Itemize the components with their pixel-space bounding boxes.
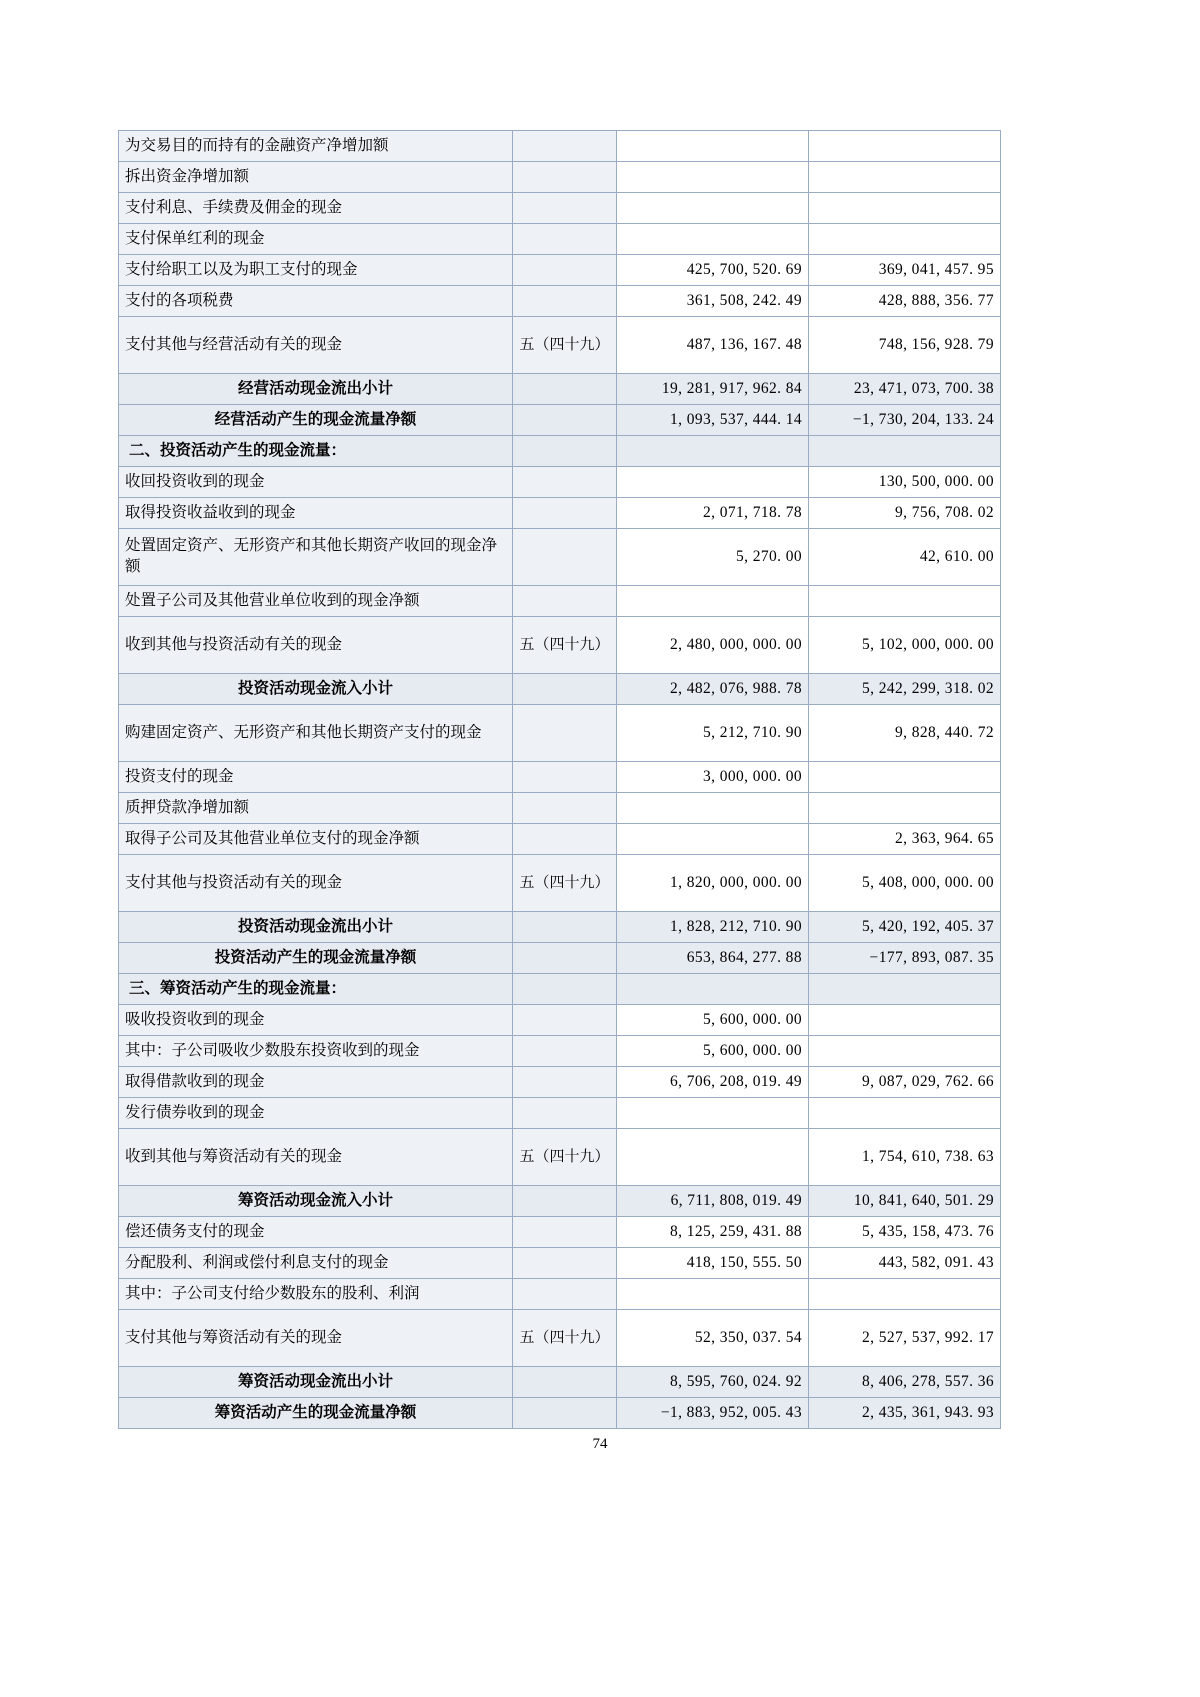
row-previous-period-amount: 2, 435, 361, 943. 93 — [809, 1398, 1001, 1429]
row-current-period-amount — [617, 436, 809, 467]
row-note-reference — [513, 1398, 617, 1429]
table-row — [119, 1129, 1001, 1186]
page-number: 74 — [592, 1436, 608, 1452]
table-row — [119, 529, 1001, 586]
row-current-period-amount — [617, 467, 809, 498]
row-previous-period-amount: 2, 527, 537, 992. 17 — [809, 1310, 1001, 1367]
row-note-reference — [513, 586, 617, 617]
row-current-period-amount: 5, 270. 00 — [617, 529, 809, 586]
row-note-reference: 五（四十九） — [513, 617, 617, 674]
row-current-period-amount: 2, 071, 718. 78 — [617, 498, 809, 529]
row-label: 其中：子公司支付给少数股东的股利、利润 — [119, 1279, 513, 1310]
row-previous-period-amount: 9, 087, 029, 762. 66 — [809, 1067, 1001, 1098]
row-previous-period-amount: 5, 102, 000, 000. 00 — [809, 617, 1001, 674]
table-row — [119, 974, 1001, 1005]
row-current-period-amount: 5, 600, 000. 00 — [617, 1036, 809, 1067]
table-row — [119, 1367, 1001, 1398]
table-row — [119, 436, 1001, 467]
row-label: 取得借款收到的现金 — [119, 1067, 513, 1098]
row-previous-period-amount — [809, 793, 1001, 824]
row-note-reference — [513, 1186, 617, 1217]
row-label: 投资活动产生的现金流量净额 — [119, 943, 513, 974]
table-row — [119, 1217, 1001, 1248]
row-note-reference — [513, 529, 617, 586]
row-previous-period-amount: −177, 893, 087. 35 — [809, 943, 1001, 974]
table-row — [119, 224, 1001, 255]
row-previous-period-amount: 23, 471, 073, 700. 38 — [809, 374, 1001, 405]
row-current-period-amount — [617, 1279, 809, 1310]
row-note-reference — [513, 131, 617, 162]
row-note-reference — [513, 286, 617, 317]
row-note-reference — [513, 255, 617, 286]
row-label: 二、投资活动产生的现金流量： — [119, 436, 513, 467]
row-label: 支付其他与投资活动有关的现金 — [119, 855, 513, 912]
row-note-reference — [513, 374, 617, 405]
row-previous-period-amount: 5, 435, 158, 473. 76 — [809, 1217, 1001, 1248]
row-previous-period-amount: 748, 156, 928. 79 — [809, 317, 1001, 374]
row-current-period-amount — [617, 1098, 809, 1129]
row-previous-period-amount: 369, 041, 457. 95 — [809, 255, 1001, 286]
row-current-period-amount — [617, 824, 809, 855]
table-row — [119, 286, 1001, 317]
row-previous-period-amount — [809, 224, 1001, 255]
row-previous-period-amount — [809, 436, 1001, 467]
table-row — [119, 1036, 1001, 1067]
row-current-period-amount: 1, 820, 000, 000. 00 — [617, 855, 809, 912]
table-row — [119, 1398, 1001, 1429]
row-note-reference — [513, 1279, 617, 1310]
row-label: 投资活动现金流出小计 — [119, 912, 513, 943]
row-label: 取得投资收益收到的现金 — [119, 498, 513, 529]
row-previous-period-amount — [809, 1098, 1001, 1129]
row-current-period-amount: 52, 350, 037. 54 — [617, 1310, 809, 1367]
row-current-period-amount: 3, 000, 000. 00 — [617, 762, 809, 793]
table-row — [119, 131, 1001, 162]
table-row — [119, 498, 1001, 529]
table-row — [119, 824, 1001, 855]
row-current-period-amount: 2, 480, 000, 000. 00 — [617, 617, 809, 674]
row-label: 支付给职工以及为职工支付的现金 — [119, 255, 513, 286]
table-row — [119, 1098, 1001, 1129]
row-current-period-amount: 6, 706, 208, 019. 49 — [617, 1067, 809, 1098]
row-previous-period-amount: 1, 754, 610, 738. 63 — [809, 1129, 1001, 1186]
row-label: 经营活动现金流出小计 — [119, 374, 513, 405]
table-row — [119, 162, 1001, 193]
row-current-period-amount — [617, 1129, 809, 1186]
row-label: 收到其他与筹资活动有关的现金 — [119, 1129, 513, 1186]
row-previous-period-amount — [809, 762, 1001, 793]
row-label: 为交易目的而持有的金融资产净增加额 — [119, 131, 513, 162]
row-note-reference — [513, 974, 617, 1005]
row-note-reference — [513, 943, 617, 974]
row-previous-period-amount: 9, 756, 708. 02 — [809, 498, 1001, 529]
table-row — [119, 467, 1001, 498]
row-previous-period-amount — [809, 1005, 1001, 1036]
row-label: 处置子公司及其他营业单位收到的现金净额 — [119, 586, 513, 617]
row-previous-period-amount: −1, 730, 204, 133. 24 — [809, 405, 1001, 436]
row-note-reference — [513, 498, 617, 529]
row-label: 经营活动产生的现金流量净额 — [119, 405, 513, 436]
row-previous-period-amount — [809, 974, 1001, 1005]
row-note-reference — [513, 193, 617, 224]
row-note-reference — [513, 824, 617, 855]
row-current-period-amount: 361, 508, 242. 49 — [617, 286, 809, 317]
row-previous-period-amount: 2, 363, 964. 65 — [809, 824, 1001, 855]
row-note-reference — [513, 1005, 617, 1036]
row-previous-period-amount: 130, 500, 000. 00 — [809, 467, 1001, 498]
row-previous-period-amount: 5, 420, 192, 405. 37 — [809, 912, 1001, 943]
row-current-period-amount: 5, 600, 000. 00 — [617, 1005, 809, 1036]
row-previous-period-amount — [809, 1279, 1001, 1310]
row-label: 支付其他与经营活动有关的现金 — [119, 317, 513, 374]
row-label: 筹资活动现金流出小计 — [119, 1367, 513, 1398]
table-row — [119, 317, 1001, 374]
table-row — [119, 1067, 1001, 1098]
row-current-period-amount: 487, 136, 167. 48 — [617, 317, 809, 374]
table-row — [119, 762, 1001, 793]
row-previous-period-amount — [809, 193, 1001, 224]
row-note-reference: 五（四十九） — [513, 855, 617, 912]
row-label: 筹资活动产生的现金流量净额 — [119, 1398, 513, 1429]
table-row — [119, 1005, 1001, 1036]
cash-flow-statement-table — [118, 130, 1001, 1429]
row-label: 筹资活动现金流入小计 — [119, 1186, 513, 1217]
row-previous-period-amount: 10, 841, 640, 501. 29 — [809, 1186, 1001, 1217]
table-row — [119, 1186, 1001, 1217]
row-label: 处置固定资产、无形资产和其他长期资产收回的现金净额 — [119, 529, 513, 586]
row-current-period-amount: 2, 482, 076, 988. 78 — [617, 674, 809, 705]
row-current-period-amount — [617, 162, 809, 193]
row-previous-period-amount: 9, 828, 440. 72 — [809, 705, 1001, 762]
row-note-reference — [513, 912, 617, 943]
row-previous-period-amount: 443, 582, 091. 43 — [809, 1248, 1001, 1279]
table-row — [119, 705, 1001, 762]
row-previous-period-amount: 5, 242, 299, 318. 02 — [809, 674, 1001, 705]
row-note-reference — [513, 1098, 617, 1129]
row-previous-period-amount: 42, 610. 00 — [809, 529, 1001, 586]
row-label: 支付保单红利的现金 — [119, 224, 513, 255]
table-row — [119, 193, 1001, 224]
table-row — [119, 405, 1001, 436]
row-current-period-amount: 8, 595, 760, 024. 92 — [617, 1367, 809, 1398]
row-previous-period-amount: 8, 406, 278, 557. 36 — [809, 1367, 1001, 1398]
row-note-reference — [513, 705, 617, 762]
row-label: 偿还债务支付的现金 — [119, 1217, 513, 1248]
row-note-reference — [513, 1067, 617, 1098]
row-current-period-amount: −1, 883, 952, 005. 43 — [617, 1398, 809, 1429]
row-current-period-amount: 5, 212, 710. 90 — [617, 705, 809, 762]
row-label: 三、筹资活动产生的现金流量： — [119, 974, 513, 1005]
row-current-period-amount — [617, 793, 809, 824]
row-note-reference — [513, 436, 617, 467]
row-previous-period-amount — [809, 1036, 1001, 1067]
table-row — [119, 674, 1001, 705]
table-row — [119, 1279, 1001, 1310]
row-current-period-amount — [617, 224, 809, 255]
row-label: 取得子公司及其他营业单位支付的现金净额 — [119, 824, 513, 855]
table-row — [119, 793, 1001, 824]
row-current-period-amount — [617, 586, 809, 617]
row-note-reference: 五（四十九） — [513, 317, 617, 374]
table-row — [119, 586, 1001, 617]
row-label: 收到其他与投资活动有关的现金 — [119, 617, 513, 674]
row-note-reference: 五（四十九） — [513, 1129, 617, 1186]
table-row — [119, 855, 1001, 912]
table-row — [119, 374, 1001, 405]
row-note-reference — [513, 405, 617, 436]
row-note-reference — [513, 162, 617, 193]
row-note-reference: 五（四十九） — [513, 1310, 617, 1367]
row-note-reference — [513, 224, 617, 255]
table-row — [119, 617, 1001, 674]
row-label: 质押贷款净增加额 — [119, 793, 513, 824]
row-label: 分配股利、利润或偿付利息支付的现金 — [119, 1248, 513, 1279]
row-label: 其中：子公司吸收少数股东投资收到的现金 — [119, 1036, 513, 1067]
row-label: 吸收投资收到的现金 — [119, 1005, 513, 1036]
row-current-period-amount: 19, 281, 917, 962. 84 — [617, 374, 809, 405]
table-row — [119, 1248, 1001, 1279]
row-current-period-amount — [617, 193, 809, 224]
row-current-period-amount: 1, 828, 212, 710. 90 — [617, 912, 809, 943]
row-previous-period-amount — [809, 162, 1001, 193]
row-label: 拆出资金净增加额 — [119, 162, 513, 193]
row-current-period-amount — [617, 131, 809, 162]
row-label: 投资活动现金流入小计 — [119, 674, 513, 705]
row-note-reference — [513, 1217, 617, 1248]
row-note-reference — [513, 762, 617, 793]
row-label: 购建固定资产、无形资产和其他长期资产支付的现金 — [119, 705, 513, 762]
row-label: 收回投资收到的现金 — [119, 467, 513, 498]
row-current-period-amount: 6, 711, 808, 019. 49 — [617, 1186, 809, 1217]
row-note-reference — [513, 1248, 617, 1279]
row-note-reference — [513, 793, 617, 824]
table-row — [119, 943, 1001, 974]
row-label: 支付的各项税费 — [119, 286, 513, 317]
row-note-reference — [513, 1036, 617, 1067]
row-previous-period-amount — [809, 131, 1001, 162]
row-current-period-amount: 1, 093, 537, 444. 14 — [617, 405, 809, 436]
row-previous-period-amount: 5, 408, 000, 000. 00 — [809, 855, 1001, 912]
row-current-period-amount — [617, 974, 809, 1005]
row-note-reference — [513, 467, 617, 498]
table-row — [119, 1310, 1001, 1367]
row-note-reference — [513, 1367, 617, 1398]
table-body — [119, 131, 1001, 1429]
table-row — [119, 912, 1001, 943]
row-previous-period-amount: 428, 888, 356. 77 — [809, 286, 1001, 317]
row-label: 支付其他与筹资活动有关的现金 — [119, 1310, 513, 1367]
row-label: 支付利息、手续费及佣金的现金 — [119, 193, 513, 224]
row-current-period-amount: 425, 700, 520. 69 — [617, 255, 809, 286]
row-previous-period-amount — [809, 586, 1001, 617]
table-row — [119, 255, 1001, 286]
row-note-reference — [513, 674, 617, 705]
row-current-period-amount: 418, 150, 555. 50 — [617, 1248, 809, 1279]
row-label: 发行债券收到的现金 — [119, 1098, 513, 1129]
row-current-period-amount: 653, 864, 277. 88 — [617, 943, 809, 974]
row-current-period-amount: 8, 125, 259, 431. 88 — [617, 1217, 809, 1248]
row-label: 投资支付的现金 — [119, 762, 513, 793]
